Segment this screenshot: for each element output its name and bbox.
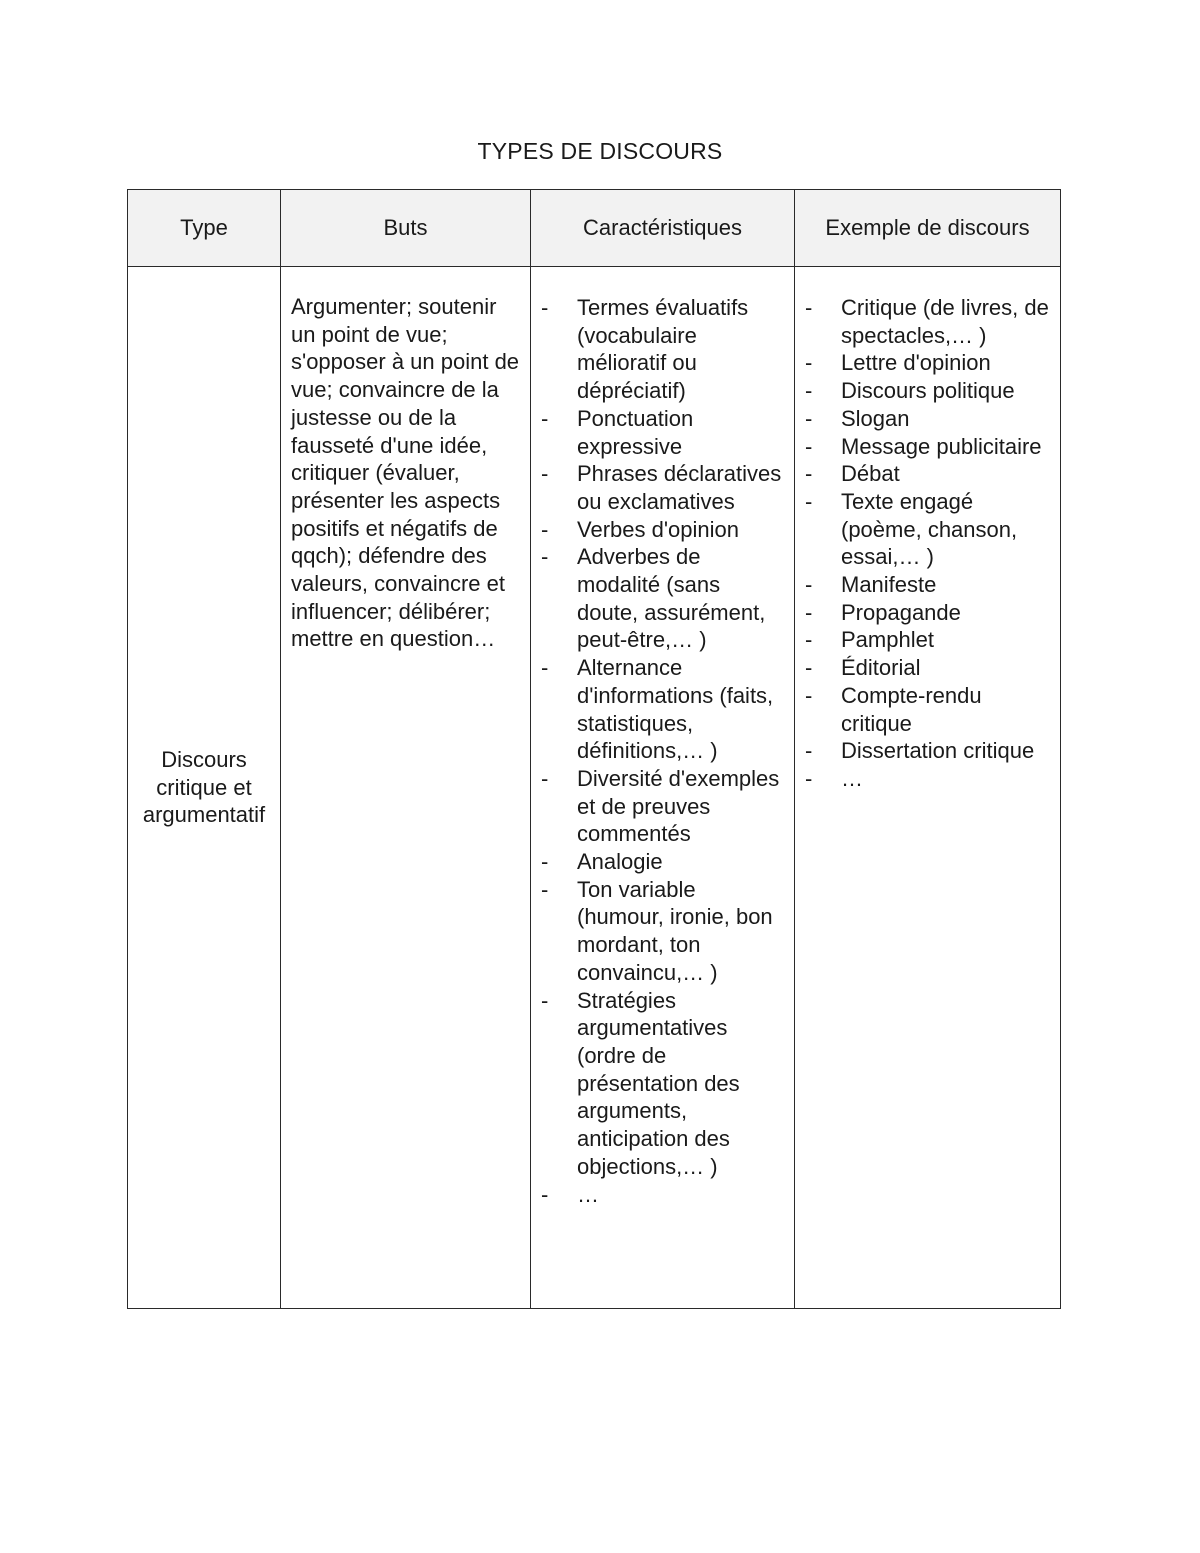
exemple-item-text: Propagande [841, 599, 961, 625]
caracteristique-item [541, 460, 786, 515]
caracteristique-item [541, 294, 786, 405]
exemple-item-text: Lettre d'opinion [841, 350, 991, 376]
bullet-dash: - [805, 655, 813, 681]
bullet-dash: - [805, 599, 813, 625]
caracteristique-item-text: Ponctuation expressive [577, 405, 694, 459]
exemple-item [805, 682, 1052, 737]
caracteristique-item [541, 876, 786, 987]
header-buts: Buts [281, 190, 531, 267]
caracteristique-item-text: Phrases déclaratives ou exclamatives [577, 461, 782, 514]
exemple-item-text: Critique (de livres, de spectacles,… ) [841, 295, 1049, 348]
cell-type: Discours critique et argumentatif [128, 267, 281, 1309]
exemple-item [805, 294, 1052, 349]
caracteristique-item-text: Alternance d'informations (faits, statistiques, définitions,… ) [577, 655, 774, 764]
bullet-dash: - [805, 405, 813, 431]
bullet-dash: - [805, 350, 813, 376]
caracteristique-item [541, 543, 786, 654]
exemple-item [805, 377, 1052, 405]
caracteristique-item [541, 765, 786, 848]
exemple-item [805, 599, 1052, 627]
exemple-item-text: Éditorial [841, 655, 921, 681]
bullet-dash: - [541, 765, 549, 791]
bullet-dash: - [541, 1181, 549, 1207]
header-exemples: Exemple de discours [795, 190, 1061, 267]
cell-buts: Argumenter; soutenir un point de vue; s'opposer à un point de vue; convaincre de la justesse ou de la fausseté d'une idée, critiquer (évaluer, présenter les aspects positifs et négatifs de qqch); défendre des valeurs, convaincre et influencer; délibérer; mettre en question… [281, 267, 531, 1309]
cell-caracteristiques [531, 267, 795, 1309]
bullet-dash: - [805, 461, 813, 487]
bullet-dash: - [805, 378, 813, 404]
exemples-list [795, 267, 1060, 793]
exemple-item [805, 626, 1052, 654]
exemple-item-text: Texte engagé (poème, chanson, essai,… ) [841, 488, 1018, 570]
bullet-dash: - [805, 682, 813, 708]
caracteristique-item-text: … [577, 1181, 599, 1207]
bullet-dash: - [805, 765, 813, 791]
page-title: TYPES DE DISCOURS [477, 138, 723, 164]
caracteristique-item [541, 405, 786, 460]
bullet-dash: - [805, 627, 813, 653]
exemple-item [805, 737, 1052, 765]
exemple-item [805, 488, 1052, 571]
bullet-dash: - [541, 987, 549, 1013]
bullet-dash: - [541, 295, 549, 320]
exemple-item [805, 349, 1052, 377]
caracteristique-item [541, 848, 786, 876]
caracteristique-item-text: Verbes d'opinion [577, 516, 739, 542]
bullet-dash: - [805, 738, 813, 764]
exemple-item [805, 433, 1052, 461]
bullet-dash: - [541, 544, 549, 570]
header-caracteristiques: Caractéristiques [531, 190, 795, 267]
caracteristiques-list [531, 267, 794, 1208]
exemple-item [805, 460, 1052, 488]
exemple-item [805, 765, 1052, 793]
caracteristique-item [541, 654, 786, 765]
bullet-dash: - [805, 295, 813, 320]
exemple-item [805, 405, 1052, 433]
caracteristique-item [541, 987, 786, 1181]
bullet-dash: - [805, 572, 813, 598]
header-type: Type [128, 190, 281, 267]
exemple-item-text: … [841, 765, 863, 791]
bullet-dash: - [805, 433, 813, 459]
bullet-dash: - [541, 876, 549, 902]
table-header-row [128, 190, 1061, 267]
exemple-item-text: Slogan [841, 405, 910, 431]
bullet-dash: - [805, 488, 813, 514]
caracteristique-item [541, 516, 786, 544]
exemple-item-text: Manifeste [841, 572, 937, 598]
exemple-item-text: Pamphlet [841, 627, 934, 653]
bullet-dash: - [541, 405, 549, 431]
bullet-dash: - [541, 461, 549, 487]
discourse-types-table [127, 189, 1061, 1309]
exemple-item-text: Compte-rendu critique [841, 682, 982, 736]
caracteristique-item-text: Ton variable (humour, ironie, bon mordant, ton convaincu,… ) [577, 876, 773, 985]
exemple-item-text: Débat [841, 461, 900, 487]
exemple-item [805, 571, 1052, 599]
caracteristique-item [541, 1181, 786, 1209]
bullet-dash: - [541, 516, 549, 542]
exemple-item-text: Dissertation critique [841, 738, 1035, 764]
caracteristique-item-text: Diversité d'exemples et de preuves commentés [577, 765, 780, 847]
caracteristique-item-text: Termes évaluatifs (vocabulaire mélioratif ou dépréciatif) [577, 295, 749, 404]
caracteristique-item-text: Adverbes de modalité (sans doute, assurément, peut-être,… ) [577, 544, 766, 653]
bullet-dash: - [541, 849, 549, 875]
exemple-item-text: Discours politique [841, 378, 1015, 404]
bullet-dash: - [541, 655, 549, 681]
caracteristique-item-text: Analogie [577, 849, 663, 875]
exemple-item [805, 654, 1052, 682]
table-row [128, 267, 1061, 1309]
cell-exemples [795, 267, 1061, 1309]
caracteristique-item-text: Stratégies argumentatives (ordre de présentation des arguments, anticipation des objections,… ) [577, 987, 740, 1179]
exemple-item-text: Message publicitaire [841, 433, 1042, 459]
